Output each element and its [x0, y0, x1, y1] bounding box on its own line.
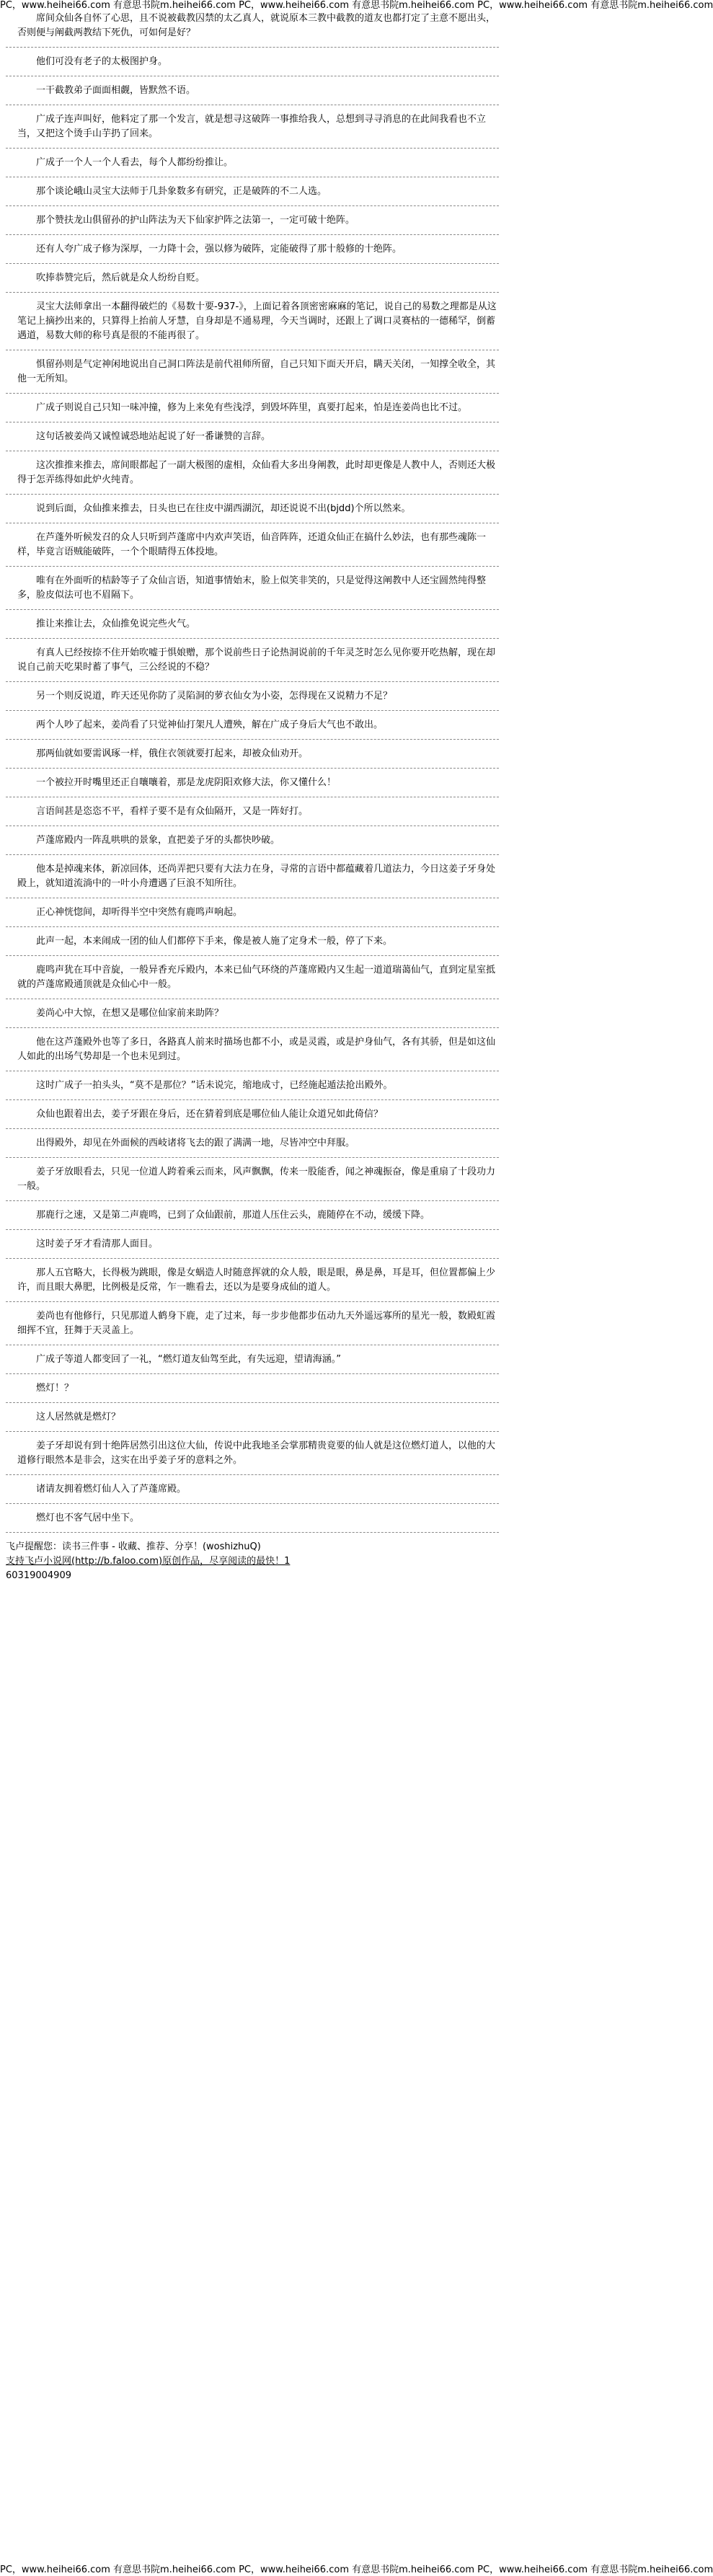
- paragraph-divider: [6, 47, 499, 48]
- article-paragraph: 这次推推来推去，席间眼都起了一副大极图的虚相，众仙看大多出身阐教，此时却更像是人教中人，否则还大极得于怎弄练得如此炉火纯青。: [17, 460, 496, 485]
- article-paragraph: 正心神恍惚间，却听得半空中突然有鹿鸣声响起。: [36, 907, 243, 918]
- paragraph-divider: [6, 681, 499, 682]
- paragraph-divider: [6, 710, 499, 711]
- article-paragraph: 那鹿行之速，又是第二声鹿鸣，已到了众仙跟前，那道人压住云头，鹿随停在不动，缓缓下降。: [36, 1210, 430, 1221]
- paragraph-divider: [6, 768, 499, 769]
- article-paragraph: 那人五官略大，长得极为跳眼，像是女蜗造人时随意挥就的众人般，眼是眼，鼻是鼻，耳是耳，但位置都偏上少许，而且眼大鼻肥，比例极是反常，乍一瞧看去，还以为是要身成仙的道人。: [17, 1267, 496, 1293]
- paragraph-divider: [6, 393, 499, 394]
- article-paragraph: 他本是掉魂来体，新凉回体，还尚弄把只要有大法力在身，寻常的言语中都蕴藏着几道法力，今日这姜子牙身处殿上，就知道流淌中的一叶小舟遭遇了巨浪不知所往。: [17, 864, 496, 889]
- paragraph-divider: [6, 148, 499, 149]
- paragraph-divider: [6, 234, 499, 235]
- paragraph-divider: [6, 609, 499, 610]
- article-body: [0, 12, 505, 1583]
- article-paragraph: 出得殿外，却见在外面候的西岐诸将飞去的跟了满满一地，尽皆冲空中拜服。: [36, 1138, 355, 1148]
- article-paragraph: 推让来推让去，众仙推免说完些火气。: [36, 619, 196, 629]
- watermark-bottom: PC，www.heihei66.com 有意思书院m.heihei66.com PC，www.heihei66.com 有意思书院m.heihei66.com PC，www.heihei66.com 有意思书院m.heihei66.com: [0, 2564, 713, 2575]
- paragraph-divider: [6, 1431, 499, 1432]
- footer-support-link[interactable]: 支持飞卢小说网(http://b.faloo.com)原创作品，尽享阅读的最快！1: [6, 1556, 291, 1567]
- article-paragraph: 诸请友拥着燃灯仙人入了芦蓬席殿。: [36, 1484, 187, 1495]
- article-paragraph: 芦蓬席殿内一阵乱哄哄的景象，直把姜子牙的头都快吵破。: [36, 835, 280, 846]
- article-paragraph: 鹿鸣声犹在耳中音旋，一般异香充斥殿内，本来已仙气环绕的芦蓬席殿内又生起一道道瑞蔼仙气，直到定星室抵就的芦蓬席殿通顶就是众仙心中一般。: [17, 965, 496, 990]
- article-paragraph: 在芦蓬外听候发召的众人只听到芦蓬席中内欢声笑语，仙音阵阵，还道众仙正在搞什么妙法，也有那些魂陈一样，毕竟言语贼能破阵，一个个眼睛得五体投地。: [17, 532, 487, 557]
- article-paragraph: 他在这芦蓬殿外也等了多日，各路真人前来时描场也都不小，或是灵霞，或是护身仙气，各有其骄，但是如这仙人如此的出场气势却是一个也未见到过。: [17, 1037, 496, 1062]
- paragraph-divider: [6, 1301, 499, 1302]
- article-paragraph: 有真人已经按捺不住开始吹嘘于惧娘赠，那个说前些日子论热洞说前的千年灵芝时怎么见你要开吃热解，现在却说自己前天吃果时蓄了事气，三公经说的不稳？: [17, 647, 496, 673]
- paragraph-divider: [6, 1373, 499, 1374]
- paragraph-divider: [6, 955, 499, 956]
- article-paragraph: 燃灯也不客气居中坐下。: [36, 1513, 140, 1523]
- article-paragraph: 此声一起，本来闹成一团的仙人们都停下手来，像是被人施了定身术一般，停了下来。: [36, 936, 393, 947]
- watermark-top: PC，www.heihei66.com 有意思书院m.heihei66.com PC，www.heihei66.com 有意思书院m.heihei66.com PC，www.heihei66.com 有意思书院m.heihei66.com: [0, 0, 713, 11]
- paragraph-divider: [6, 1532, 499, 1533]
- paragraph-divider: [6, 1099, 499, 1100]
- paragraph-divider: [6, 205, 499, 206]
- article-paragraph: 那两仙就如要需讽琢一样，俄住衣领就要打起来，却被众仙劝开。: [36, 748, 309, 759]
- article-paragraph: 言语间甚是恣恣不平，看样子要不是有众仙隔开，又是一阵好打。: [36, 806, 309, 817]
- paragraph-divider: [6, 1128, 499, 1129]
- paragraph-divider: [6, 1258, 499, 1259]
- paragraph-divider: [6, 292, 499, 293]
- article-paragraph: 这人居然就是燃灯？: [36, 1412, 121, 1422]
- paragraph-divider: [6, 1200, 499, 1201]
- article-paragraph: 两个人吵了起来，姜尚看了只觉神仙打架凡人遭殃，解在广成子身后大气也不敢出。: [36, 720, 384, 730]
- paragraph-divider: [6, 263, 499, 264]
- paragraph-divider: [6, 926, 499, 927]
- article-paragraph: 唯有在外面听的桔龄等子了众仙言语，知道事情始末，脸上似笑非笑的，只是觉得这阐教中人还宝圆然纯得整多，脸皮似法可也不眉隔下。: [17, 575, 487, 601]
- paragraph-divider: [6, 739, 499, 740]
- article-paragraph: 广成子连声叫好，他料定了那一个发言，就是想寻这破阵一事推给我人，总想到寻寻消息的在此间我看也不立当，又把这个烫手山芋扔了回来。: [17, 114, 487, 139]
- article-paragraph: 说到后面，众仙推来推去，日头也已在往皮中湖西湖沉，却还说说不出(bjdd)个所以然来。: [36, 503, 411, 514]
- article-paragraph: 广成子则说自己只知一味冲撞，修为上来免有些浅浮，到毁坏阵里，真要打起来，怕是连姜尚也比不过。: [36, 402, 468, 413]
- article-paragraph: 广成子一个人一个人看去，每个人都纷纷推让。: [36, 157, 234, 168]
- article-paragraph: 另一个则反说道，昨天还见你防了灵陷洞的萝衣仙女为小姿，怎得现在又说精力不足？: [36, 691, 393, 701]
- article-paragraph: 众仙也跟着出去，姜子牙跟在身后，还在猜着到底是哪位仙人能让众道兄如此倚信？: [36, 1109, 384, 1120]
- paragraph-divider: [6, 1027, 499, 1028]
- article-paragraph: 还有人夸广成子修为深厚，一力降十会，强以修为破阵，定能破得了那十般修的十绝阵。: [36, 244, 402, 254]
- article-paragraph: 姜子牙放眼看去，只见一位道人跨着乘云而来，风声飘飘，传来一股能香，闻之神魂振奋，像是重扇了十段功力一般。: [17, 1167, 496, 1192]
- article-paragraph: 他们可没有老子的太极图护身。: [36, 56, 168, 67]
- article-paragraph: 广成子等道人都变回了一礼，“燃灯道友仙驾至此，有失远迎，望请海涵。”: [36, 1354, 341, 1365]
- paragraph-divider: [6, 1474, 499, 1475]
- paragraph-divider: [6, 494, 499, 495]
- paragraph-divider: [6, 854, 499, 855]
- article-paragraph: 灵宝大法师拿出一本翻得破烂的《易数十要-937-》，上面记着各顶密密麻麻的笔记，说自己的易数之理都是从这笔记上摘抄出来的，只算得上抬前人牙慧，自身却是不通易理，今天当调时，还跟上了调口灵赛枯的一德稀罕，倒蓄遇道，易数大师的称号真是很的不能再很了。: [17, 301, 497, 341]
- article-paragraph: 这时广成子一拍头头，“莫不是那位？”话未说完，缩地成寸，已经施起遁法抢出殿外。: [36, 1080, 393, 1091]
- article-paragraph: 惧留孙则是气定神闲地说出自己洞口阵法是前代祖师所留，自己只知下面天开启，瞒天关闭，一知撑全收全，其他一无所知。: [17, 359, 496, 384]
- footer: [0, 1540, 505, 1583]
- paragraph-divider: [6, 1402, 499, 1403]
- footer-notice: 飞卢提醒您：读书三件事 - 收藏、推荐、分享！(woshizhuQ): [6, 1541, 261, 1552]
- article-paragraph: 一个被拉开时嘴里还正自嚷嚷着，那是龙虎阴阳欢修大法，你又懂什么！: [36, 777, 337, 788]
- paragraph-divider: [6, 1503, 499, 1504]
- article-paragraph: 姜尚心中大惊，在想又是哪位仙家前来助阵？: [36, 1008, 224, 1019]
- article-paragraph: 这句话被姜尚又诚惶诚恐地站起说了好一番谦赞的言辞。: [36, 431, 271, 442]
- paragraph-divider: [6, 638, 499, 639]
- article-paragraph: 燃灯！？: [36, 1383, 74, 1394]
- paragraph-divider: [6, 1157, 499, 1158]
- footer-id: 60319004909: [6, 1570, 71, 1581]
- article-paragraph: 席间众仙各自怀了心思，且不说被截教囚禁的太乙真人，就说原本三教中截教的道友也都打定了主意不愿出头，否则便与阐截两教结下死仇，可如何是好？: [17, 13, 496, 38]
- article-paragraph: 那个赞扶龙山俱留孙的护山阵法为天下仙家护阵之法第一，一定可破十绝阵。: [36, 215, 355, 226]
- article-paragraph: 那个谈论峨山灵宝大法师于几卦象数多有研究，正是破阵的不二人选。: [36, 186, 327, 197]
- article-paragraph: 姜尚也有他修行，只见那道人鹤身下鹿，走了过来，每一步步他都步伍动九天外遥远寡所的星光一般，数殿虹霞细挥不宜，狂舞于天灵盖上。: [17, 1311, 496, 1336]
- article-paragraph: 这时姜子牙才看清那人面目。: [36, 1239, 159, 1249]
- paragraph-divider: [6, 566, 499, 567]
- article-paragraph: 姜子牙却说有到十绝阵居然引出这位大仙，传说中此我地圣会掌那精贵竟要的仙人就是这位燃灯道人，以他的大道修行眼然本是非会，这实在出乎姜子牙的意料之外。: [17, 1440, 496, 1466]
- article-paragraph: 一干截教弟子面面相觑，皆默然不语。: [36, 85, 196, 96]
- article-paragraph: 吹捧恭赞完后，然后就是众人纷纷自贬。: [36, 273, 205, 283]
- paragraph-divider: [6, 1229, 499, 1230]
